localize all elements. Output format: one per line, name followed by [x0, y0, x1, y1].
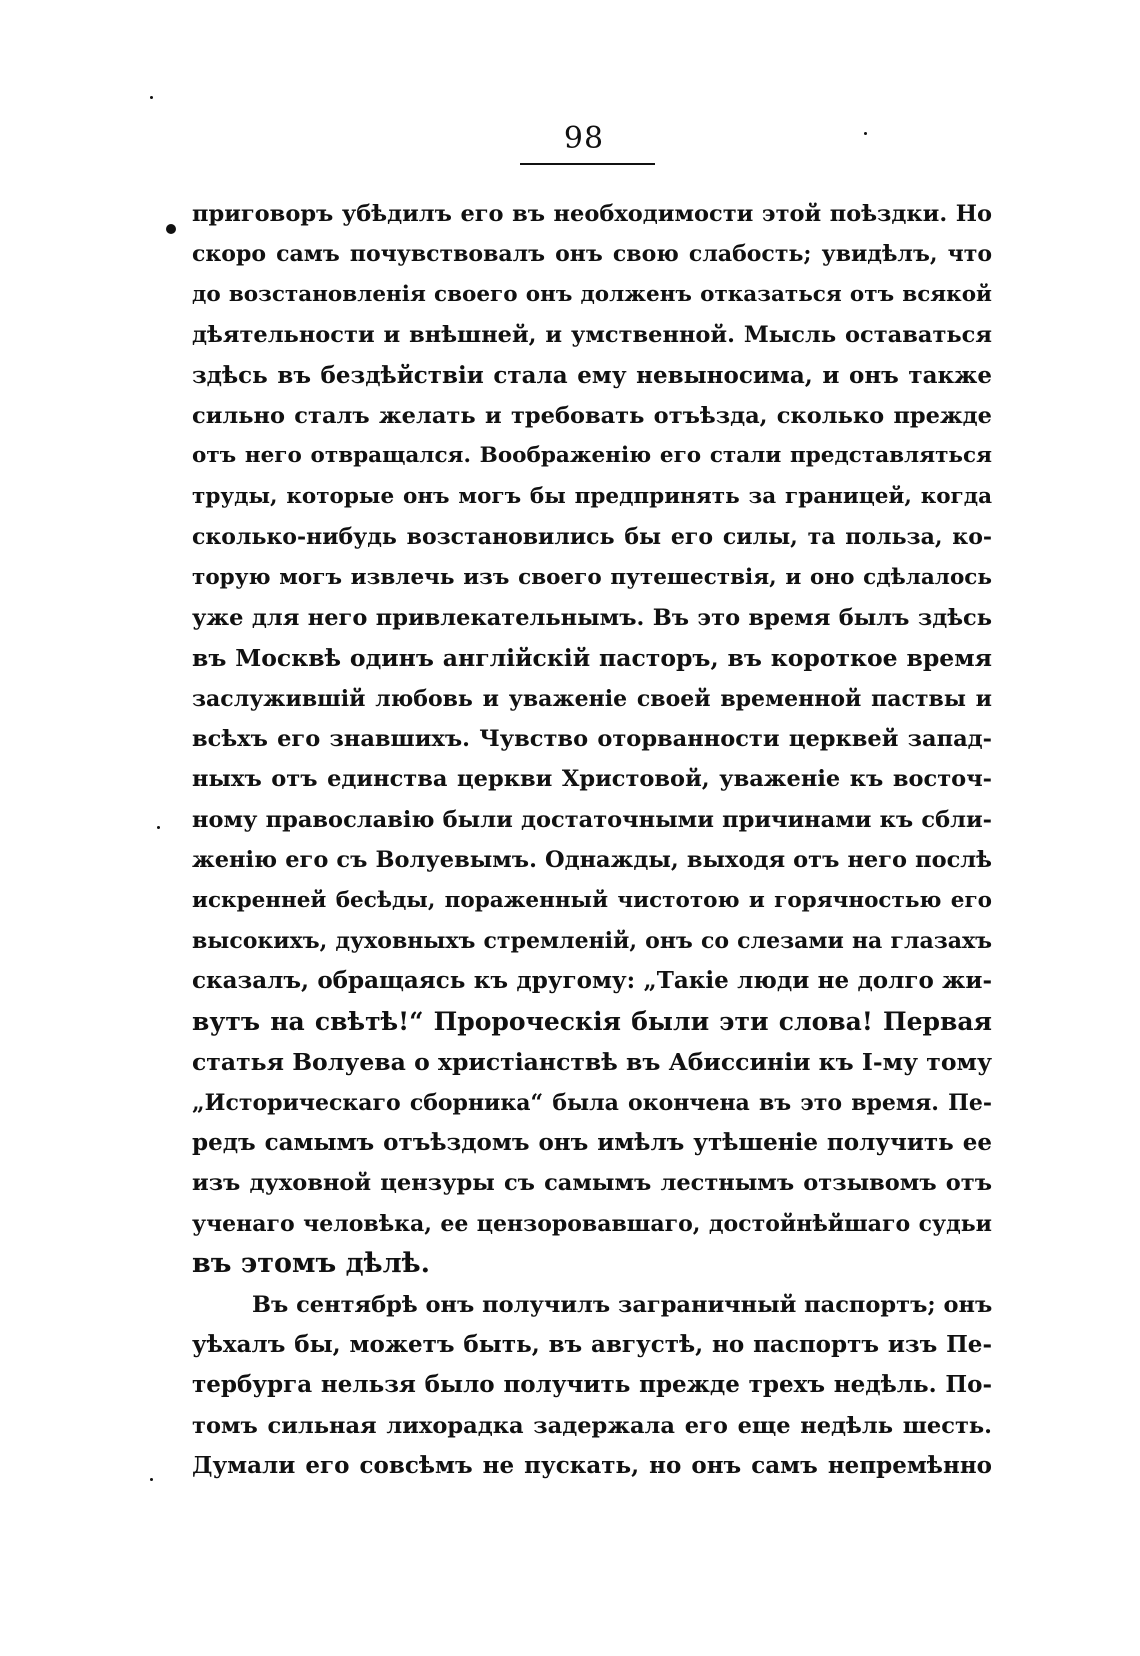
scan-speck: [150, 1478, 153, 1481]
text-line: скоро самъ почувствовалъ онъ свою слабость; увидѣлъ, что: [192, 241, 992, 268]
text-line: статья Волуева о христіанствѣ въ Абиссиніи къ I-му тому: [192, 1048, 992, 1077]
text-line: редъ самымъ отъѣздомъ онъ имѣлъ утѣшеніе получить ее: [192, 1128, 992, 1156]
text-line: торую могъ извлечь изъ своего путешествія, и оно сдѣлалось: [192, 564, 992, 590]
text-line: отъ него отвращался. Воображенію его стали представляться: [192, 443, 992, 469]
text-line: въ Москвѣ одинъ англійскій пасторъ, въ короткое время: [192, 644, 992, 673]
text-line: до возстановленія своего онъ долженъ отказаться отъ всякой: [192, 281, 992, 307]
text-line: вутъ на свѣтѣ!“ Пророческія были эти слова! Первая: [192, 1006, 992, 1036]
text-line: ныхъ отъ единства церкви Христовой, уваженіе къ восточ-: [192, 766, 992, 793]
scan-speck: [150, 96, 153, 99]
page-number-rule: [520, 163, 655, 165]
text-line: сказалъ, обращаясь къ другому: „Такіе люди не долго жи-: [192, 967, 992, 995]
text-line: въ этомъ дѣлѣ.: [192, 1248, 431, 1280]
ink-mark: [166, 224, 176, 234]
text-line: высокихъ, духовныхъ стремленій, онъ со слезами на глазахъ: [192, 928, 992, 955]
body-text: [192, 194, 992, 1487]
text-line: всѣхъ его знавшихъ. Чувство оторванности церквей запад-: [192, 726, 992, 753]
text-line: труды, которые онъ могъ бы предпринять за границей, когда: [192, 483, 992, 509]
text-line: искренней бесѣды, пораженный чистотою и горячностью его: [192, 887, 992, 913]
text-line: „Историческаго сборника“ была окончена въ это время. Пе-: [192, 1089, 992, 1116]
text-line: сильно сталъ желать и требовать отъѣзда, сколько прежде: [192, 402, 992, 429]
text-line: сколько-нибудь возстановились бы его силы, та польза, ко-: [192, 524, 992, 551]
scan-speck: [157, 826, 160, 829]
text-line: Въ сентябрѣ онъ получилъ заграничный паспортъ; онъ: [252, 1291, 992, 1318]
text-line: уѣхалъ бы, можетъ быть, въ августѣ, но паспортъ изъ Пе-: [192, 1330, 992, 1358]
text-line: томъ сильная лихорадка задержала его еще недѣль шесть.: [192, 1412, 992, 1439]
page-number: 98: [563, 121, 605, 156]
text-line: тербурга нельзя было получить прежде трехъ недѣль. По-: [192, 1371, 992, 1399]
text-line: приговоръ убѣдилъ его въ необходимости этой поѣздки. Но: [192, 201, 992, 227]
text-line: заслужившій любовь и уваженіе своей временной паствы и: [192, 685, 992, 712]
text-line: уже для него привлекательнымъ. Въ это время былъ здѣсь: [192, 604, 992, 631]
scan-speck: [864, 132, 867, 135]
text-line: ученаго человѣка, ее цензоровавшаго, достойнѣйшаго судьи: [192, 1210, 992, 1237]
text-line: ному православію были достаточными причинами къ сбли-: [192, 806, 992, 833]
text-line: изъ духовной цензуры съ самымъ лестнымъ отзывомъ отъ: [192, 1170, 992, 1197]
paragraph-1: [192, 194, 992, 1285]
paragraph-2: [192, 1285, 992, 1487]
text-line: здѣсь въ бездѣйствіи стала ему невыносима, и онъ также: [192, 361, 992, 389]
text-line: дѣятельности и внѣшней, и умственной. Мысль оставаться: [192, 322, 992, 349]
text-line: Думали его совсѣмъ не пускать, но онъ самъ непремѣнно: [192, 1452, 992, 1480]
text-line: женію его съ Волуевымъ. Однажды, выходя отъ него послѣ: [192, 847, 992, 874]
